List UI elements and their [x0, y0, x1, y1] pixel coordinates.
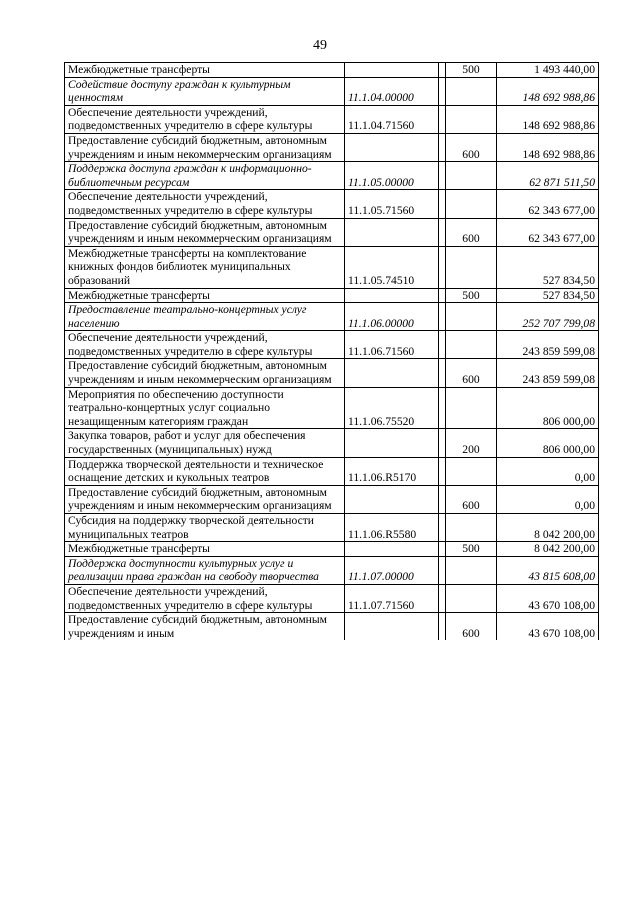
- page-number: 49: [313, 38, 327, 53]
- row-code-cell: 11.1.05.71560: [345, 190, 439, 218]
- row-code-cell: [345, 613, 439, 641]
- table-row: [65, 63, 599, 78]
- row-name-cell: Межбюджетные трансферты: [65, 63, 345, 78]
- row-type-cell: [446, 556, 497, 584]
- row-code-cell: [345, 429, 439, 457]
- row-type-cell: 500: [446, 288, 497, 303]
- row-type-cell: [446, 584, 497, 612]
- row-code-cell: 11.1.07.00000: [345, 556, 439, 584]
- row-name-cell: Межбюджетные трансферты: [65, 542, 345, 557]
- row-name-cell: Мероприятия по обеспечению доступности театрально-концертных услуг социально незащищенным категориям граждан: [65, 387, 345, 429]
- row-code-cell: 11.1.05.00000: [345, 162, 439, 190]
- table-row: [65, 485, 599, 513]
- row-amount-cell: 62 343 677,00: [497, 190, 599, 218]
- table-row: [65, 387, 599, 429]
- row-code-cell: [345, 133, 439, 161]
- row-amount-cell: 527 834,50: [497, 246, 599, 288]
- row-spacer-cell: [439, 331, 446, 359]
- table-row: [65, 190, 599, 218]
- row-spacer-cell: [439, 556, 446, 584]
- row-spacer-cell: [439, 77, 446, 105]
- table-row: [65, 331, 599, 359]
- row-code-cell: [345, 288, 439, 303]
- row-spacer-cell: [439, 584, 446, 612]
- row-type-cell: 600: [446, 485, 497, 513]
- row-name-cell: Предоставление субсидий бюджетным, автономным учреждениям и иным некоммерческим организациям: [65, 359, 345, 387]
- row-spacer-cell: [439, 303, 446, 331]
- row-code-cell: [345, 542, 439, 557]
- row-type-cell: 200: [446, 429, 497, 457]
- row-amount-cell: 806 000,00: [497, 387, 599, 429]
- row-code-cell: 11.1.06.R5580: [345, 514, 439, 542]
- table-row: [65, 105, 599, 133]
- row-spacer-cell: [439, 218, 446, 246]
- row-name-cell: Поддержка творческой деятельности и техническое оснащение детских и кукольных театров: [65, 457, 345, 485]
- row-amount-cell: 252 707 799,08: [497, 303, 599, 331]
- row-code-cell: [345, 359, 439, 387]
- row-code-cell: 11.1.04.00000: [345, 77, 439, 105]
- row-amount-cell: 62 343 677,00: [497, 218, 599, 246]
- row-name-cell: Закупка товаров, работ и услуг для обеспечения государственных (муниципальных) нужд: [65, 429, 345, 457]
- row-spacer-cell: [439, 190, 446, 218]
- row-spacer-cell: [439, 133, 446, 161]
- table-row: [65, 218, 599, 246]
- row-code-cell: [345, 63, 439, 78]
- row-amount-cell: 43 670 108,00: [497, 584, 599, 612]
- row-amount-cell: 1 493 440,00: [497, 63, 599, 78]
- row-amount-cell: 243 859 599,08: [497, 359, 599, 387]
- row-name-cell: Субсидия на поддержку творческой деятельности муниципальных театров: [65, 514, 345, 542]
- row-type-cell: 600: [446, 613, 497, 641]
- row-amount-cell: 8 042 200,00: [497, 542, 599, 557]
- row-amount-cell: 62 871 511,50: [497, 162, 599, 190]
- row-type-cell: [446, 514, 497, 542]
- row-spacer-cell: [439, 288, 446, 303]
- row-spacer-cell: [439, 514, 446, 542]
- row-type-cell: [446, 77, 497, 105]
- budget-table-body: [65, 63, 599, 641]
- table-row: [65, 288, 599, 303]
- table-row: [65, 457, 599, 485]
- row-spacer-cell: [439, 63, 446, 78]
- row-type-cell: [446, 331, 497, 359]
- table-row: [65, 584, 599, 612]
- row-name-cell: Межбюджетные трансферты: [65, 288, 345, 303]
- row-code-cell: 11.1.06.75520: [345, 387, 439, 429]
- row-type-cell: [446, 105, 497, 133]
- row-spacer-cell: [439, 105, 446, 133]
- row-spacer-cell: [439, 429, 446, 457]
- row-amount-cell: 43 815 608,00: [497, 556, 599, 584]
- row-type-cell: [446, 190, 497, 218]
- row-spacer-cell: [439, 613, 446, 641]
- row-amount-cell: 148 692 988,86: [497, 133, 599, 161]
- row-type-cell: [446, 303, 497, 331]
- row-amount-cell: 148 692 988,86: [497, 77, 599, 105]
- row-type-cell: [446, 246, 497, 288]
- row-name-cell: Предоставление субсидий бюджетным, автономным учреждениям и иным некоммерческим организациям: [65, 218, 345, 246]
- row-code-cell: 11.1.05.74510: [345, 246, 439, 288]
- row-amount-cell: 0,00: [497, 457, 599, 485]
- row-name-cell: Межбюджетные трансферты на комплектование книжных фондов библиотек муниципальных образований: [65, 246, 345, 288]
- row-code-cell: [345, 218, 439, 246]
- budget-table: [64, 62, 599, 640]
- table-row: [65, 133, 599, 161]
- row-name-cell: Поддержка доступа граждан к информационно-библиотечным ресурсам: [65, 162, 345, 190]
- row-spacer-cell: [439, 457, 446, 485]
- table-row: [65, 556, 599, 584]
- row-type-cell: [446, 387, 497, 429]
- table-row: [65, 246, 599, 288]
- row-name-cell: Содействие доступу граждан к культурным ценностям: [65, 77, 345, 105]
- row-amount-cell: 8 042 200,00: [497, 514, 599, 542]
- row-name-cell: Обеспечение деятельности учреждений, подведомственных учредителю в сфере культуры: [65, 105, 345, 133]
- row-amount-cell: 806 000,00: [497, 429, 599, 457]
- row-code-cell: 11.1.06.71560: [345, 331, 439, 359]
- row-spacer-cell: [439, 162, 446, 190]
- table-row: [65, 514, 599, 542]
- row-amount-cell: 43 670 108,00: [497, 613, 599, 641]
- row-code-cell: [345, 485, 439, 513]
- row-spacer-cell: [439, 485, 446, 513]
- row-amount-cell: 148 692 988,86: [497, 105, 599, 133]
- row-type-cell: [446, 457, 497, 485]
- row-code-cell: 11.1.04.71560: [345, 105, 439, 133]
- table-row: [65, 542, 599, 557]
- row-name-cell: Обеспечение деятельности учреждений, подведомственных учредителю в сфере культуры: [65, 190, 345, 218]
- table-row: [65, 77, 599, 105]
- table-row: [65, 162, 599, 190]
- row-type-cell: 600: [446, 218, 497, 246]
- table-row: [65, 359, 599, 387]
- row-name-cell: Предоставление субсидий бюджетным, автономным учреждениям и иным некоммерческим организациям: [65, 485, 345, 513]
- row-name-cell: Обеспечение деятельности учреждений, подведомственных учредителю в сфере культуры: [65, 584, 345, 612]
- row-amount-cell: 243 859 599,08: [497, 331, 599, 359]
- row-amount-cell: 0,00: [497, 485, 599, 513]
- row-amount-cell: 527 834,50: [497, 288, 599, 303]
- row-name-cell: Предоставление субсидий бюджетным, автономным учреждениям и иным: [65, 613, 345, 641]
- row-code-cell: 11.1.06.00000: [345, 303, 439, 331]
- row-name-cell: Обеспечение деятельности учреждений, подведомственных учредителю в сфере культуры: [65, 331, 345, 359]
- row-type-cell: 500: [446, 63, 497, 78]
- table-row: [65, 613, 599, 641]
- row-spacer-cell: [439, 246, 446, 288]
- row-name-cell: Поддержка доступности культурных услуг и реализации права граждан на свободу творчества: [65, 556, 345, 584]
- row-spacer-cell: [439, 542, 446, 557]
- row-code-cell: 11.1.06.R5170: [345, 457, 439, 485]
- row-code-cell: 11.1.07.71560: [345, 584, 439, 612]
- row-type-cell: 600: [446, 359, 497, 387]
- row-spacer-cell: [439, 387, 446, 429]
- row-name-cell: Предоставление театрально-концертных услуг населению: [65, 303, 345, 331]
- table-row: [65, 303, 599, 331]
- row-type-cell: 500: [446, 542, 497, 557]
- row-name-cell: Предоставление субсидий бюджетным, автономным учреждениям и иным некоммерческим организациям: [65, 133, 345, 161]
- row-spacer-cell: [439, 359, 446, 387]
- table-row: [65, 429, 599, 457]
- row-type-cell: 600: [446, 133, 497, 161]
- row-type-cell: [446, 162, 497, 190]
